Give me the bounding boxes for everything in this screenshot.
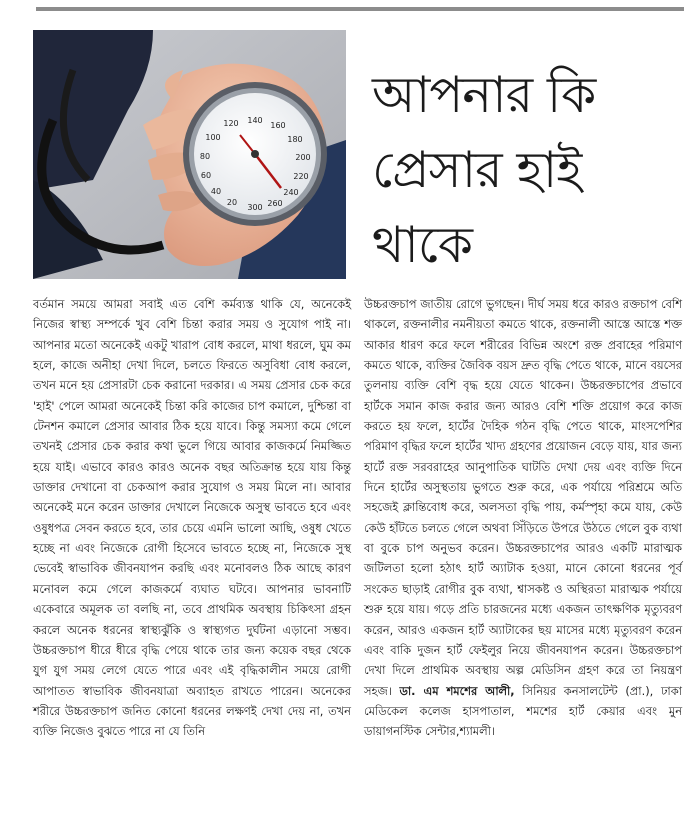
article-column-left xyxy=(33,294,351,742)
author-name: ডা. এম শমশের আলী, xyxy=(399,683,515,698)
svg-text:100: 100 xyxy=(205,133,221,142)
svg-text:300: 300 xyxy=(247,203,263,212)
article-column-right xyxy=(364,294,682,742)
article-text-right-body: উচ্চরক্তচাপ জাতীয় রোগে ভুগছেন। দীর্ঘ সময় ধরে কারও রক্তচাপ বেশি থাকলে, রক্তনালীর নমনীয়তা কমতে থাকে, রক্তনালী আস্তে আস্তে শক্ত আকার ধারণ করে ফলে শরীরের বিভিন্ন অংশে রক্ত প্রবাহের পরিমাণ কমতে থাকে, ব্যক্তির জৈবিক বয়স দ্রুত বৃদ্ধি পেতে থাকে, মানে বয়সের তুলনায় ব্যক্তি বেশি বৃদ্ধ হয়ে যেতে থাকেন। উচ্চরক্তচাপের প্রভাবে হার্টকে সমান কাজ করার জন্য আরও বেশি শক্তি প্রয়োগ করে কাজ করতে হয় ফলে, হার্টের দৈহিক গঠন বৃদ্ধি পেতে থাকে, মাংসপেশির পরিমাণ বৃদ্ধির ফলে হার্টের খাদ্য গ্রহণের প্রয়োজন বেড়ে যায়, যার জন্য হার্টে রক্ত সরবরাহের আনুপাতিক ঘাটতি দেখা দেয় এবং ব্যক্তি দিনে দিনে হার্টের অসুস্থতায় ভুগতে শুরু করে, এক পর্যায়ে পরিশ্রমে অতি সহজেই ক্লান্তিবোধ করে, অলসতা বৃদ্ধি পায়, কর্মস্পৃহা কমে যায়, কেউ কেউ হাঁটতে চলতে গেলে অথবা সিঁড়িতে উপরে উঠতে গেলে বুক ব্যথা বা বুকে চাপ অনুভব করেন। উচ্চরক্তচাপের আরও একটি মারাত্মক জটিলতা হলো হঠাৎ হার্ট অ্যাটাক হওয়া, মানে কোনো ধরনের পূর্ব সংকেত ছাড়াই রোগীর বুক ব্যথা, শ্বাসকষ্ট ও অস্থিরতা মারাত্মক পর্যায়ে শুরু হয়ে যায়। গড়ে প্রতি চারজনের মধ্যে একজন তাৎক্ষণিক মৃত্যুবরণ করেন, আরও একজন হার্ট অ্যাটাকের ছয় মাসের মধ্যে মৃত্যুবরণ করেন এবং বাকি দুজন হার্ট ফেইলুর নিয়ে জীবনযাপন করেন। উচ্চরক্তচাপ দেখা দিলে প্রাথমিক অবস্থায় অল্প মেডিসিন গ্রহণ করে তা নিয়ন্ত্রণ সহজ। xyxy=(364,297,682,698)
top-rule xyxy=(36,7,684,11)
svg-text:180: 180 xyxy=(287,135,303,144)
svg-text:120: 120 xyxy=(223,119,239,128)
svg-text:20: 20 xyxy=(226,198,238,207)
blood-pressure-photo xyxy=(33,30,346,279)
svg-text:40: 40 xyxy=(210,187,222,196)
svg-text:160: 160 xyxy=(270,121,286,130)
svg-text:200: 200 xyxy=(295,153,311,162)
svg-text:60: 60 xyxy=(200,171,212,180)
svg-text:260: 260 xyxy=(267,199,283,208)
svg-text:240: 240 xyxy=(283,188,299,197)
svg-text:220: 220 xyxy=(293,172,309,181)
article-text-left: বর্তমান সময়ে আমরা সবাই এত বেশি কর্মব্যস্ত থাকি যে, অনেকেই নিজের স্বাস্থ্য সম্পর্কে খুব বেশি চিন্তা করার সময় ও সুযোগ পাই না। আপনার মতো অনেকেই একটু খারাপ বোধ করলে, মাথা ধরলে, ঘুম কম হলে, কাজে অনীহা দেখা দিলে, চলতে ফিরতে অসুবিধা বোধ করলে, তখন মনে হয় প্রেসারটা চেক করানো দরকার। এ সময় প্রেসার চেক করে 'হাই' পেলে আমরা অনেকেই চিন্তা করি কাজের চাপ কমালে, দুশ্চিন্তা বা টেনশন কমালে প্রেসার আবার ঠিক হয়ে যাবে। কিন্তু সমস্যা কমে গেলে তখনই প্রেসার চেক করার কথা ভুলে গিয়ে আবার কাজকর্মে নিমজ্জিত হয়ে যাই। এভাবে কারও কারও অনেক বছর অতিক্রান্ত হয়ে যায় কিন্তু ডাক্তার দেখানো বা চেকআপ করার সুযোগ ও সময় মিলে না। আবার অনেকেই মনে করেন ডাক্তার দেখালে নিজেকে অসুস্থ ভাবতে হবে এবং ওষুধপত্র সেবন করতে হবে, তার চেয়ে এমনি ভালো আছি, ওষুধ খেতে হচ্ছে না এবং নিজেকে রোগী হিসেবে ভাবতে হচ্ছে না, নিজেকে সুস্থ ভেবেই স্বাভাবিক জীবনযাপন করছি এবং মনোবলও ঠিক আছে কারণ মনোবল কমে গেলে কাজকর্মে ব্যঘাত ঘটবে। আপনার ভাবনাটি একেবারে অমূলক তা বলছি না, তবে প্রাথমিক অবস্থায় চিকিৎসা গ্রহন করলে অনেক ধরনের স্বাস্থ্যঝুঁকি ও স্বাস্থ্যগত দুর্ঘটনা এড়ানো সম্ভব। উচ্চরক্তচাপ ধীরে ধীরে বৃদ্ধি পেয়ে থাকে তার জন্য কয়েক বছর থেকে যুগ যুগ সময় লেগে যেতে পারে এবং এই বৃদ্ধিকালীন সময়ে রোগী আপাতত স্বাভাবিক জীবনযাত্রা অব্যাহত রাখতে পারেন। অনেকের শরীরে উচ্চরক্তচাপ জনিত কোনো ধরনের লক্ষণই দেখা দেয় না, তখন ব্যক্তি নিজেও বুঝতে পারে না যে তিনি xyxy=(33,297,351,739)
article-text-right xyxy=(364,294,682,742)
svg-text:80: 80 xyxy=(199,152,211,161)
svg-text:140: 140 xyxy=(247,116,263,125)
headline: আপনার কি প্রেসার হাই থাকে xyxy=(372,66,596,274)
author-credit: সিনিয়র কনসালটেন্ট (প্রা.), ঢাকা মেডিকেল কলেজ হাসপাতাল, শমশের হার্ট কেয়ার এবং মুন ডায়াগনস্টিক সেন্টার,শ্যামলী। xyxy=(364,683,682,739)
